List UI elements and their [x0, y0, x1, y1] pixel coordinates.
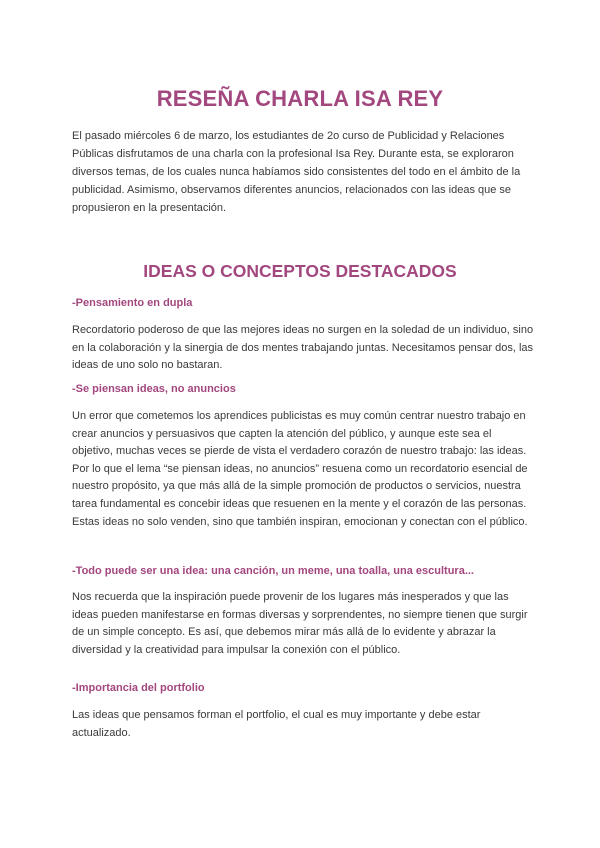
section-title: IDEAS O CONCEPTOS DESTACADOS — [143, 261, 457, 281]
section-heading-importancia-del-portfolio: -Importancia del portfolio — [72, 682, 205, 694]
section-body-pensamiento-en-dupla: Recordatorio poderoso de que las mejores ideas no surgen en la soledad de un individuo, sino en la colaboración y la sinergia de dos mentes trabajando juntas. Necesitamos pensar dos, las ideas de uno solo no bastaran. — [72, 324, 534, 372]
section-body-importancia-del-portfolio: Las ideas que pensamos forman el portfolio, el cual es muy importante y debe estar actualizado. — [72, 709, 481, 739]
section-body-todo-puede-ser-una-idea: Nos recuerda que la inspiración puede provenir de los lugares más inesperados y que las ideas pueden manifestarse en formas diversas y sorprendentes, no siempre tienen que surgir de un simple concepto. Es así, que debemos mirar más allá de lo evidente y abrazar la diversidad y la creatividad para impulsar la conexión con el público. — [72, 591, 528, 656]
document-title: RESEÑA CHARLA ISA REY — [156, 86, 444, 111]
section-heading-pensamiento-en-dupla: -Pensamiento en dupla — [72, 297, 193, 309]
section-heading-se-piensan-ideas: -Se piensan ideas, no anuncios — [72, 383, 236, 395]
section-body-se-piensan-ideas: Un error que cometemos los aprendices publicistas es muy común centrar nuestro trabajo en crear anuncios y persuasivos que capten la atención del público, y aunque este sea el objetivo, muchas veces se pierde de vista el verdadero corazón de nuestro trabajo: las ideas. Por lo que el lema “se piensan ideas, no anuncios” resuena como un recordatorio esencial de nuestro propósito, ya que más allá de la simple promoción de productos o servicios, nuestra tarea fundamental es concebir ideas que resuenen en la mente y el corazón de las personas. Estas ideas no solo venden, sino que también inspiran, emocionan y conectan con el público. — [72, 410, 528, 528]
intro-paragraph: El pasado miércoles 6 de marzo, los estudiantes de 2o curso de Publicidad y Relaciones Públicas disfrutamos de una charla con la profesional Isa Rey. Durante esta, se exploraron diversos temas, de los cuales nunca habíamos sido consistentes del todo en el ámbito de la publicidad. Asimismo, observamos diferentes anuncios, relacionados con las ideas que se propusieron en la presentación. — [72, 130, 521, 214]
section-heading-todo-puede-ser-una-idea: -Todo puede ser una idea: una canción, un meme, una toalla, una escultura... — [72, 565, 474, 577]
